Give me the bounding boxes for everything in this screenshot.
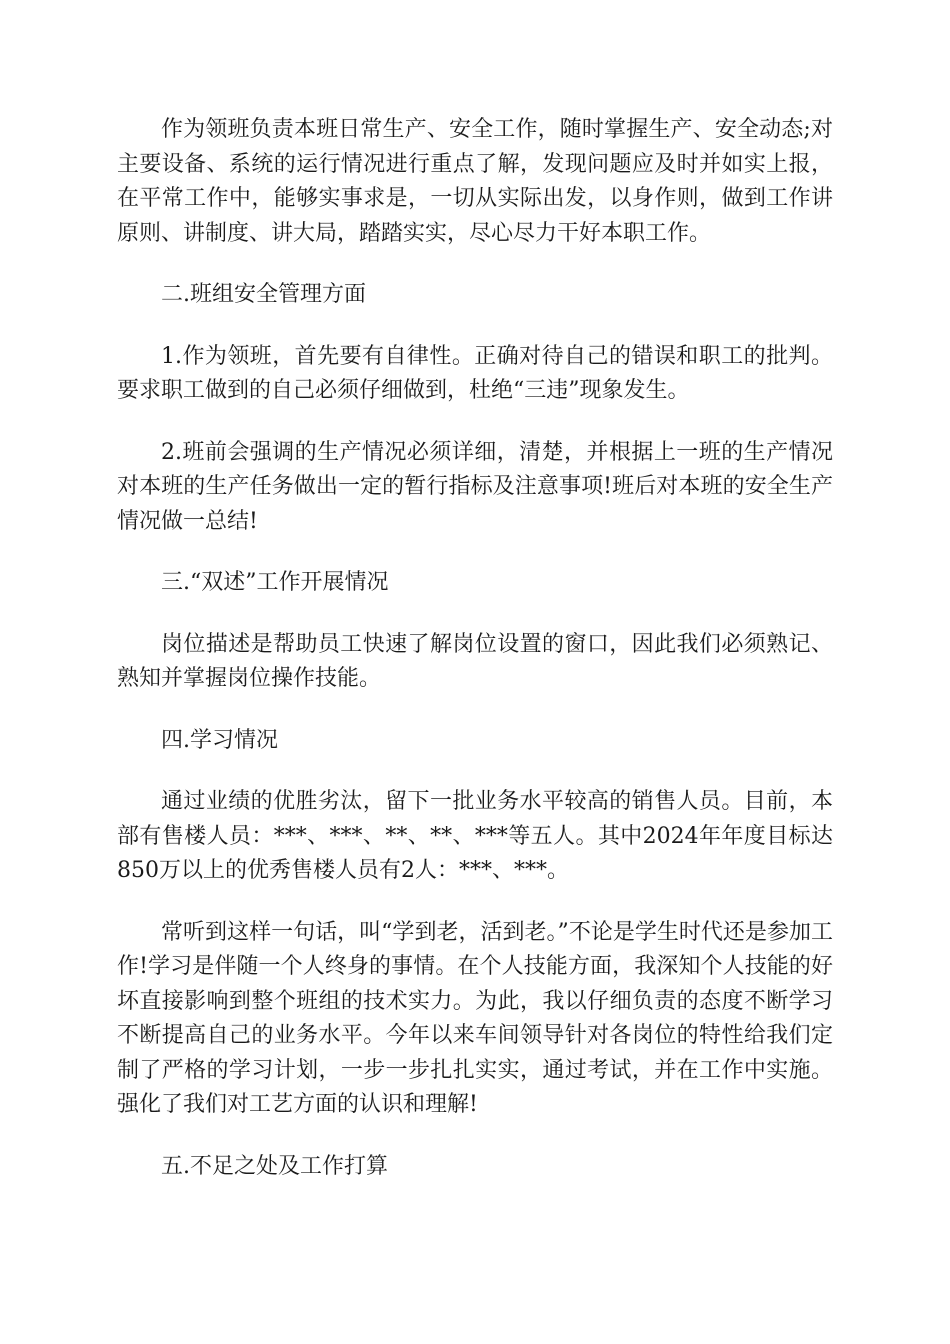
paragraph-lifelong-learning: 常听到这样一句话，叫“学到老，活到老。”不论是学生时代还是参加工作!学习是伴随一个人终身的事情。在个人技能方面，我深知个人技能的好坏直接影响到整个班组的技术实力。为此，我以仔细负责的态度不断学习不断提高自己的业务水平。今年以来车间领导针对各岗位的特性给我们定制了严格的学习计划，一步一步扎扎实实，通过考试，并在工作中实施。强化了我们对工艺方面的认识和理解! xyxy=(117,919,833,1117)
document-body xyxy=(117,113,833,1211)
paragraph-shift-leader-duties: 作为领班负责本班日常生产、安全工作，随时掌握生产、安全动态;对主要设备、系统的运行情况进行重点了解，发现问题应及时并如实上报，在平常工作中，能够实事求是，一切从实际出发，以身作则，做到工作讲原则、讲制度、讲大局，踏踏实实，尽心尽力干好本职工作。 xyxy=(117,117,833,246)
section-heading-double-description: 三.“双述”工作开展情况 xyxy=(161,570,389,595)
section-heading-shortcomings-plans: 五.不足之处及工作打算 xyxy=(161,1153,388,1179)
section-heading-safety-management: 二.班组安全管理方面 xyxy=(161,282,366,307)
paragraph-sales-staff: 通过业绩的优胜劣汰，留下一批业务水平较高的销售人员。目前，本部有售楼人员：***、***、**、**、***等五人。其中2024年年度目标达850万以上的优秀售楼人员有2人：***、***。 xyxy=(117,789,833,883)
section-heading-learning: 四.学习情况 xyxy=(161,727,278,753)
paragraph-self-discipline: 1.作为领班，首先要有自律性。正确对待自己的错误和职工的批判。要求职工做到的自己必须仔细做到，杜绝“三违”现象发生。 xyxy=(117,343,833,403)
paragraph-pre-shift-meeting: 2.班前会强调的生产情况必须详细，清楚，并根据上一班的生产情况对本班的生产任务做出一定的暂行指标及注意事项!班后对本班的安全生产情况做一总结! xyxy=(117,439,833,534)
paragraph-job-description: 岗位描述是帮助员工快速了解岗位设置的窗口，因此我们必须熟记、熟知并掌握岗位操作技能。 xyxy=(117,631,833,691)
